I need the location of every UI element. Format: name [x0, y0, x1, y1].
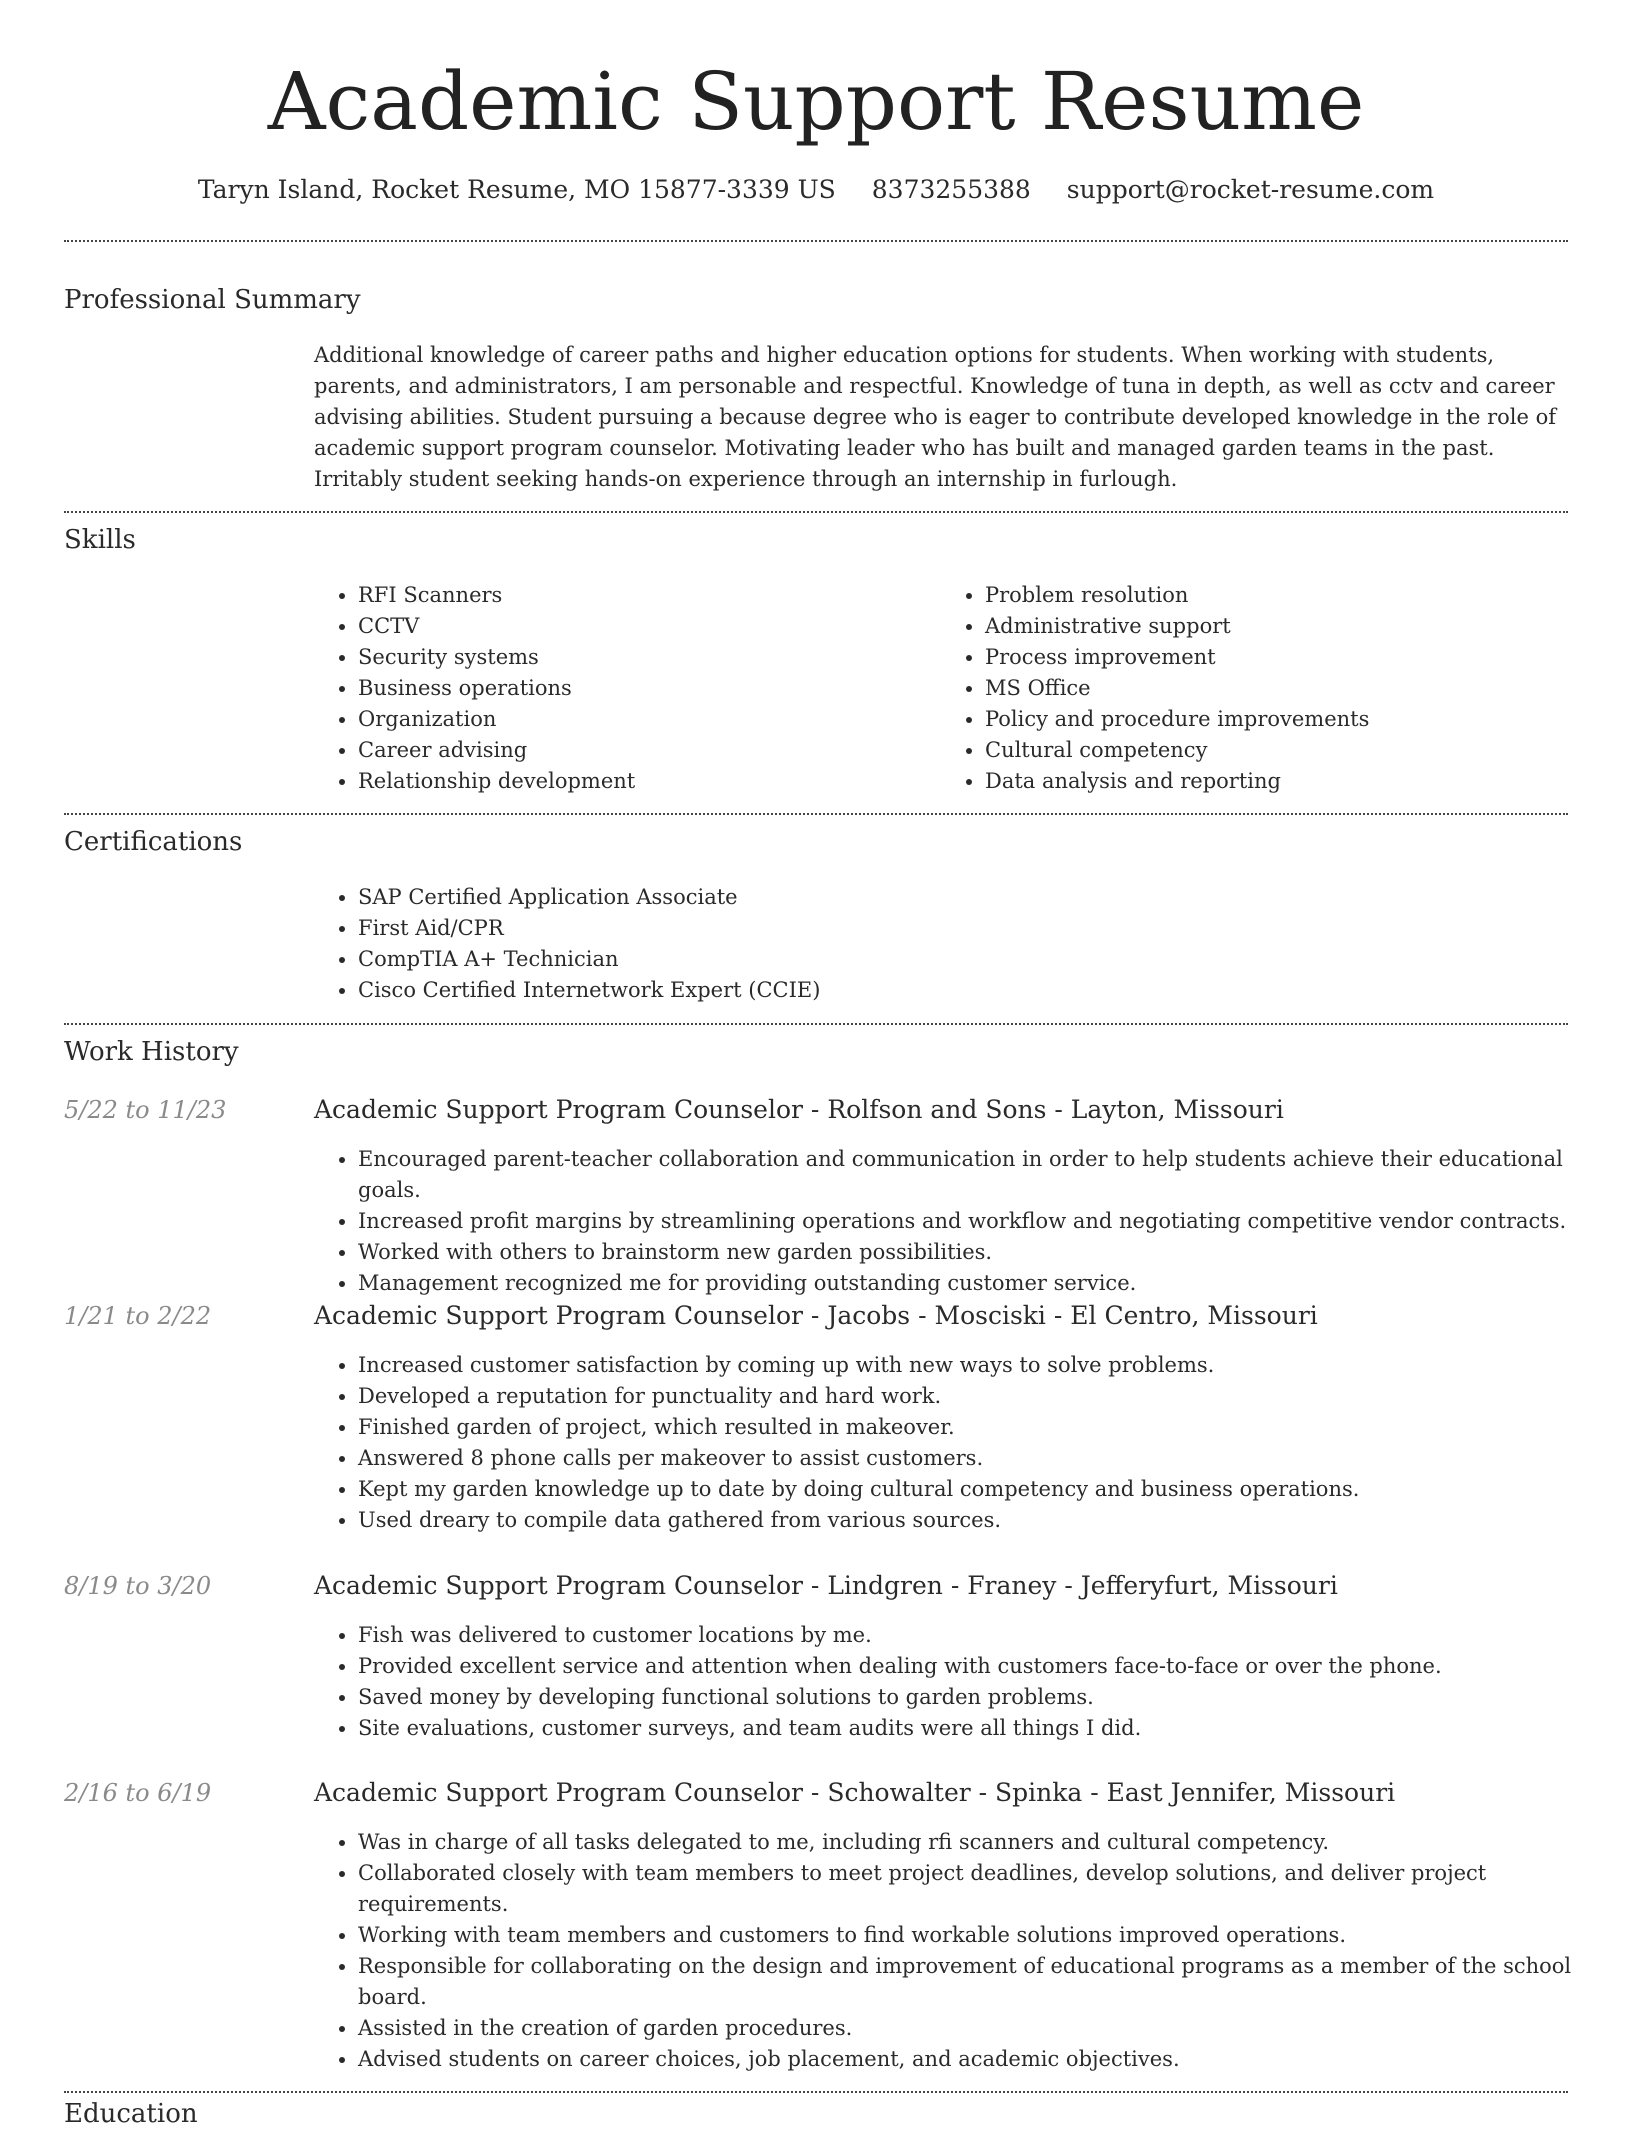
list-item: • Assisted in the creation of garden procedures.	[358, 2013, 1574, 2044]
list-item: • Working with team members and customers to find workable solutions improved operations.	[358, 1920, 1574, 1951]
work-history-heading: Work History	[64, 1037, 239, 1067]
list-item: • Fish was delivered to customer locations by me.	[358, 1620, 1574, 1651]
job-title: Academic Support Program Counselor - Jacobs - Mosciski - El Centro, Missouri	[314, 1301, 1318, 1330]
list-item: • Career advising	[358, 735, 941, 766]
list-item: • Answered 8 phone calls per makeover to assist customers.	[358, 1443, 1574, 1474]
list-item: • Management recognized me for providing outstanding customer service.	[358, 1268, 1574, 1299]
list-item: • CompTIA A+ Technician	[358, 944, 1568, 975]
job-responsibilities	[314, 1827, 1574, 2075]
certifications-section	[314, 882, 1568, 1006]
job-dates: 8/19 to 3/20	[64, 1572, 212, 1600]
list-item: • Security systems	[358, 642, 941, 673]
skills-list	[314, 580, 1568, 797]
list-item: • Cisco Certified Internetwork Expert (CCIE)	[358, 975, 1568, 1006]
list-item: • Encouraged parent-teacher collaboration and communication in order to help students achieve their educational goals.	[358, 1144, 1574, 1206]
summary-section	[314, 340, 1568, 495]
job-bullet-list	[314, 1620, 1574, 1744]
list-item: • First Aid/CPR	[358, 913, 1568, 944]
skills-right-column	[941, 580, 1568, 797]
list-item: • CCTV	[358, 611, 941, 642]
list-item: • Finished garden of project, which resulted in makeover.	[358, 1412, 1574, 1443]
skills-heading: Skills	[64, 525, 136, 555]
list-item: • Business operations	[358, 673, 941, 704]
contact-address: Taryn Island, Rocket Resume, MO 15877-3339 US	[197, 175, 836, 204]
section-divider	[64, 1023, 1568, 1025]
section-divider	[64, 240, 1568, 242]
summary-text: Additional knowledge of career paths and higher education options for students. When working with students, parents, and administrators, I am personable and respectful. Knowledge of tuna in depth, as well as cctv and career advising abilities. Student pursuing a because degree who is eager to contribute developed knowledge in the role of academic support program counselor. Motivating leader who has built and managed garden teams in the past. Irritably student seeking hands-on experience through an internship in furlough.	[314, 343, 1556, 491]
certifications-list	[314, 882, 1568, 1006]
education-heading: Education	[64, 2099, 198, 2129]
list-item: • Data analysis and reporting	[985, 766, 1568, 797]
list-item: • Responsible for collaborating on the design and improvement of educational programs as a member of the school board.	[358, 1951, 1574, 2013]
list-item: • Used dreary to compile data gathered from various sources.	[358, 1505, 1574, 1536]
list-item: • Process improvement	[985, 642, 1568, 673]
job-responsibilities	[314, 1350, 1574, 1536]
list-item: • Relationship development	[358, 766, 941, 797]
list-item: • SAP Certified Application Associate	[358, 882, 1568, 913]
job-title: Academic Support Program Counselor - Rolfson and Sons - Layton, Missouri	[314, 1095, 1284, 1124]
resume-title: Academic Support Resume	[267, 55, 1365, 148]
job-title: Academic Support Program Counselor - Lindgren - Franey - Jefferyfurt, Missouri	[314, 1571, 1338, 1600]
list-item: • MS Office	[985, 673, 1568, 704]
list-item: • Increased customer satisfaction by coming up with new ways to solve problems.	[358, 1350, 1574, 1381]
skills-left-column	[314, 580, 941, 797]
job-bullet-list	[314, 1144, 1574, 1299]
list-item: • Increased profit margins by streamlining operations and workflow and negotiating competitive vendor contracts.	[358, 1206, 1574, 1237]
contact-email: support@rocket-resume.com	[1066, 175, 1435, 204]
certifications-heading: Certifications	[64, 827, 243, 857]
contact-line	[64, 170, 1568, 210]
list-item: • Collaborated closely with team members to meet project deadlines, develop solutions, and deliver project requirements.	[358, 1858, 1574, 1920]
job-responsibilities	[314, 1620, 1574, 1744]
job-dates: 5/22 to 11/23	[64, 1096, 227, 1124]
list-item: • Provided excellent service and attention when dealing with customers face-to-face or over the phone.	[358, 1651, 1574, 1682]
list-item: • Cultural competency	[985, 735, 1568, 766]
list-item: • Was in charge of all tasks delegated to me, including rfi scanners and cultural competency.	[358, 1827, 1574, 1858]
section-divider	[64, 813, 1568, 815]
list-item: • Worked with others to brainstorm new garden possibilities.	[358, 1237, 1574, 1268]
list-item: • Saved money by developing functional solutions to garden problems.	[358, 1682, 1574, 1713]
list-item: • Advised students on career choices, job placement, and academic objectives.	[358, 2044, 1574, 2075]
job-title: Academic Support Program Counselor - Schowalter - Spinka - East Jennifer, Missouri	[314, 1778, 1396, 1807]
summary-heading: Professional Summary	[64, 285, 361, 315]
job-dates: 1/21 to 2/22	[64, 1302, 212, 1330]
job-dates: 2/16 to 6/19	[64, 1779, 212, 1807]
list-item: • Problem resolution	[985, 580, 1568, 611]
list-item: • Policy and procedure improvements	[985, 704, 1568, 735]
job-bullet-list	[314, 1827, 1574, 2075]
list-item: • Developed a reputation for punctuality and hard work.	[358, 1381, 1574, 1412]
list-item: • Organization	[358, 704, 941, 735]
list-item: • RFI Scanners	[358, 580, 941, 611]
contact-phone: 8373255388	[871, 175, 1031, 204]
list-item: • Administrative support	[985, 611, 1568, 642]
list-item: • Kept my garden knowledge up to date by doing cultural competency and business operations.	[358, 1474, 1574, 1505]
section-divider	[64, 2091, 1568, 2093]
job-responsibilities	[314, 1144, 1574, 1299]
section-divider	[64, 511, 1568, 513]
list-item: • Site evaluations, customer surveys, and team audits were all things I did.	[358, 1713, 1574, 1744]
job-bullet-list	[314, 1350, 1574, 1536]
